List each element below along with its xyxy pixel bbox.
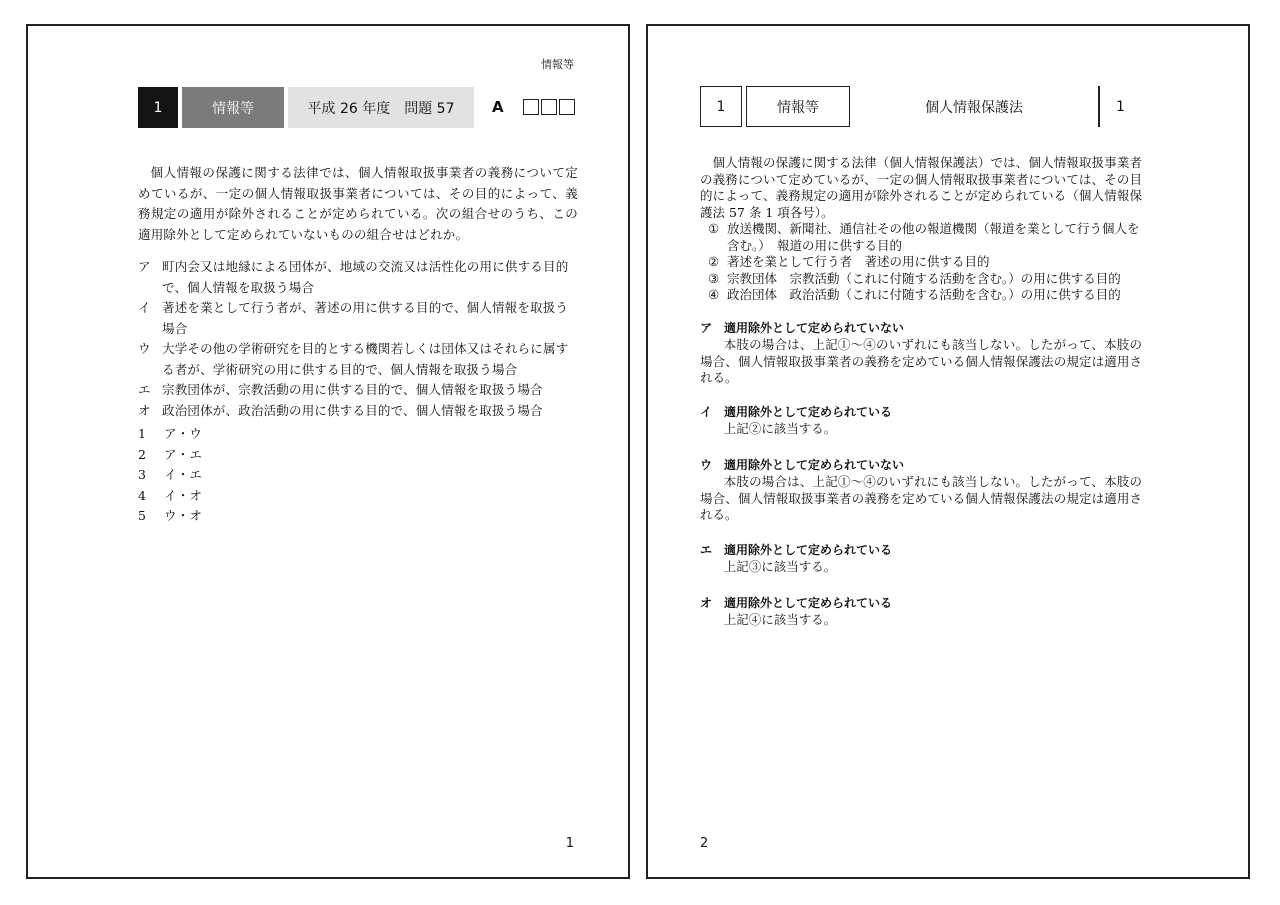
left-page <box>26 24 630 879</box>
choice-item[interactable] <box>138 424 202 445</box>
section-number: 1 <box>1116 98 1125 115</box>
statement-mark: エ <box>138 382 151 397</box>
answer-heading <box>700 594 1142 612</box>
choice-number: 1 <box>138 426 147 441</box>
answer-body: 本肢の場合は、上記①～④のいずれにも該当しない。したがって、本肢の場合、個人情報取扱事業者の義務を定めている個人情報保護法の規定は適用される。 <box>700 474 1142 522</box>
answer-mark: ウ <box>700 458 713 472</box>
category-box: 情報等 <box>746 86 850 127</box>
statement-text: 大学その他の学術研究を目的とする機関若しくは団体又はそれらに属する者が、学術研究の用に供する目的で、個人情報を取扱う場合 <box>162 341 569 377</box>
statement-mark: イ <box>138 300 151 315</box>
answer-mark: エ <box>700 543 713 557</box>
statement-text: 著述を業として行う者が、著述の用に供する目的で、個人情報を取扱う場合 <box>162 300 569 336</box>
answer-heading <box>700 403 1142 421</box>
choice-text: イ・エ <box>164 467 203 482</box>
header-divider <box>1098 86 1100 127</box>
exemption-text: 宗教団体 宗教活動（これに付随する活動を含む。）の用に供する目的 <box>727 270 1121 286</box>
exemption-text: 政治団体 政治活動（これに付随する活動を含む。）の用に供する目的 <box>727 287 1121 302</box>
check-box-3[interactable] <box>559 99 575 115</box>
choice-item[interactable] <box>138 445 202 466</box>
running-head: 情報等 <box>541 58 574 71</box>
right-page <box>646 24 1250 879</box>
choice-item[interactable] <box>138 506 202 527</box>
exemption-mark: ④ <box>708 287 720 302</box>
exemption-item <box>700 271 1142 288</box>
check-box-2[interactable] <box>541 99 557 115</box>
exemption-text: 放送機関、新聞社、通信社その他の報道機関（報道を業として行う個人を含む。） 報道の用に供する目的 <box>727 221 1140 253</box>
choice-item[interactable] <box>138 486 202 507</box>
answer-choices <box>138 424 202 527</box>
exemption-mark: ① <box>708 221 720 236</box>
answer-body: 上記③に該当する。 <box>723 559 837 574</box>
answer-block <box>700 319 1142 387</box>
statement-item <box>138 257 578 298</box>
choice-item[interactable] <box>138 465 202 486</box>
choice-text: ア・ウ <box>164 426 203 441</box>
choice-number: 3 <box>138 467 147 482</box>
choice-text: ア・エ <box>164 446 203 462</box>
choice-number: 5 <box>138 508 147 523</box>
exemption-item <box>700 221 1142 254</box>
exemption-item <box>700 287 1142 304</box>
statement-mark: ア <box>138 259 151 274</box>
answer-heading <box>700 456 1142 474</box>
question-number-box: 1 <box>700 86 742 127</box>
statement-list <box>138 257 578 421</box>
answer-heading <box>700 541 1142 559</box>
answer-body: 上記②に該当する。 <box>723 421 837 436</box>
answer-heading-text: 適用除外として定められている <box>724 543 893 557</box>
statement-item <box>138 298 578 339</box>
category-box: 情報等 <box>182 87 284 128</box>
answer-heading-text: 適用除外として定められている <box>724 405 893 419</box>
exemption-item <box>700 254 1142 271</box>
answer-mark: オ <box>700 596 713 610</box>
answer-mark: イ <box>700 405 713 419</box>
explanation-intro: 個人情報の保護に関する法律（個人情報保護法）では、個人情報取扱事業者の義務について定めているが、一定の個人情報取扱事業者については、その目的によって、義務規定の適用が除外されることが定められている（個人情報保護法 57 条 1 項各号）。 <box>700 155 1142 220</box>
statement-mark: オ <box>138 402 151 418</box>
statement-text: 政治団体が、政治活動の用に供する目的で、個人情報を取扱う場合 <box>162 402 543 418</box>
answer-heading-text: 適用除外として定められていない <box>724 458 905 472</box>
answer-body: 上記④に該当する。 <box>723 612 837 627</box>
answer-block <box>700 594 1142 629</box>
page-number: 2 <box>700 836 709 851</box>
statement-text: 宗教団体が、宗教活動の用に供する目的で、個人情報を取扱う場合 <box>162 382 543 397</box>
page-number: 1 <box>565 836 574 851</box>
statement-item <box>138 339 578 380</box>
choice-number: 2 <box>138 446 147 462</box>
check-boxes <box>523 99 577 115</box>
answer-block <box>700 541 1142 576</box>
answer-block <box>700 456 1142 524</box>
answer-heading <box>700 319 1142 337</box>
answer-block <box>700 403 1142 438</box>
rank-label: A <box>492 98 504 116</box>
check-box-1[interactable] <box>523 99 539 115</box>
exemption-mark: ③ <box>708 270 720 286</box>
statement-text: 町内会又は地縁による団体が、地域の交流又は活性化の用に供する目的で、個人情報を取扱う場合 <box>162 259 569 295</box>
topic-title: 個人情報保護法 <box>925 99 1023 116</box>
answer-mark: ア <box>700 321 713 335</box>
statement-mark: ウ <box>138 341 151 356</box>
question-number-box: 1 <box>138 87 178 128</box>
choice-text: イ・オ <box>164 487 203 503</box>
choice-text: ウ・オ <box>164 508 203 523</box>
statement-item <box>138 401 578 422</box>
question-text: 個人情報の保護に関する法律では、個人情報取扱事業者の義務について定めているが、一定の個人情報取扱事業者については、その目的によって、義務規定の適用が除外されることが定められている。次の組合せのうち、この適用除外として定められていないものの組合せはどれか。 <box>138 165 578 242</box>
statement-item <box>138 380 578 401</box>
answer-heading-text: 適用除外として定められていない <box>724 321 905 335</box>
exemption-list <box>700 221 1142 304</box>
answer-body: 本肢の場合は、上記①～④のいずれにも該当しない。したがって、本肢の場合、個人情報取扱事業者の義務を定めている個人情報保護法の規定は適用される。 <box>700 337 1142 385</box>
exemption-mark: ② <box>708 254 720 269</box>
exemption-text: 著述を業として行う者 著述の用に供する目的 <box>727 254 990 269</box>
year-problem-box: 平成 26 年度 問題 57 <box>288 87 474 128</box>
explanation <box>700 155 1142 304</box>
answer-heading-text: 適用除外として定められている <box>724 596 893 610</box>
choice-number: 4 <box>138 487 147 503</box>
